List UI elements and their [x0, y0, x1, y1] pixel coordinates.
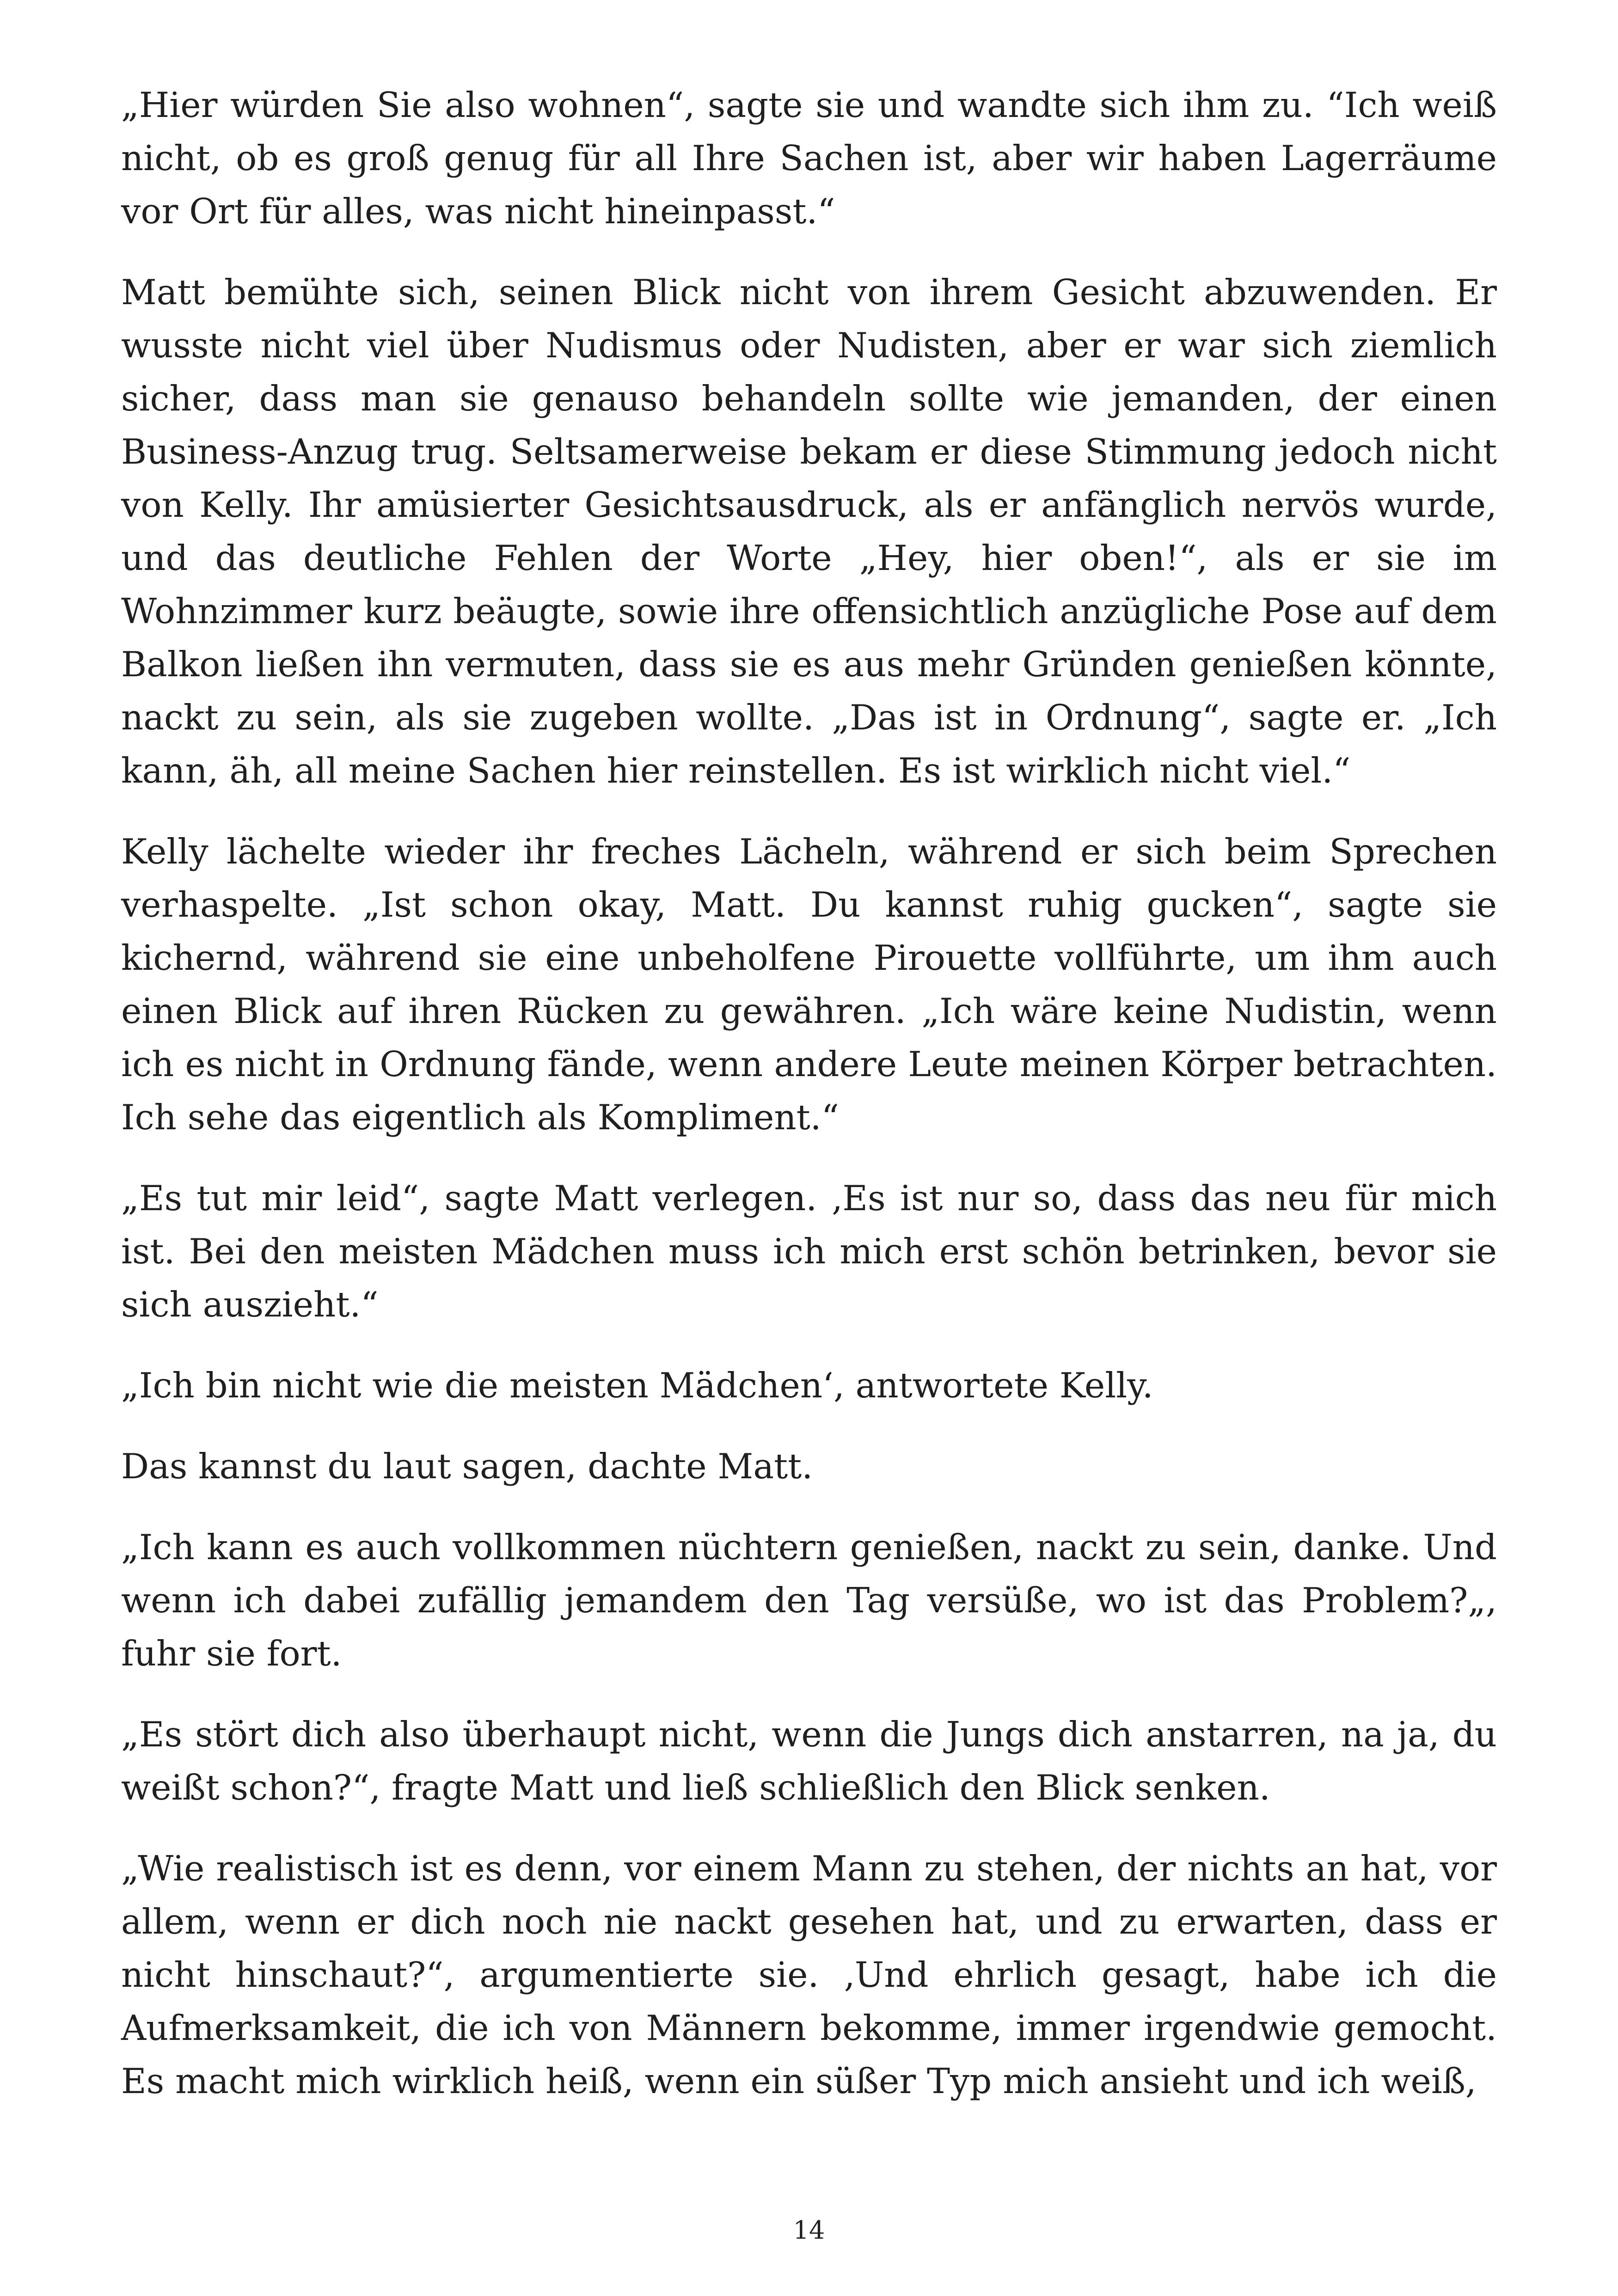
page-number: 14 — [793, 2216, 825, 2245]
body-text — [121, 79, 1497, 2136]
paragraph: Kelly lächelte wieder ihr freches Lächeln, während er sich beim Sprechen verhaspelte. „Ist schon okay, Matt. Du kannst ruhig gucken“, sagte sie kichernd, während sie eine unbeholfene Pirouette vollführte, um ihm auch einen Blick auf ihren Rücken zu gewähren. „Ich wäre keine Nudistin, wenn ich es nicht in Ordnung fände, wenn andere Leute meinen Körper betrachten. Ich sehe das eigentlich als Kompliment.“ — [121, 831, 1497, 1138]
paragraph: „Wie realistisch ist es denn, vor einem Mann zu stehen, der nichts an hat, vor allem, wenn er dich noch nie nackt gesehen hat, und zu erwarten, dass er nicht hinschaut?“, argumentierte sie. ‚Und ehrlich gesagt, habe ich die Aufmerksamkeit, die ich von Männern bekomme, immer irgendwie gemocht. Es macht mich wirklich heiß, wenn ein süßer Typ mich ansieht und ich weiß, — [121, 1848, 1497, 2101]
paragraph: Matt bemühte sich, seinen Blick nicht von ihrem Gesicht abzuwenden. Er wusste nicht viel über Nudismus oder Nudisten, aber er war sich ziemlich sicher, dass man sie genauso behandeln sollte wie jemanden, der einen Business-Anzug trug. Seltsamerweise bekam er diese Stimmung jedoch nicht von Kelly. Ihr amüsierter Gesichtsausdruck, als er anfänglich nervös wurde, und das deutliche Fehlen der Worte „Hey, hier oben!“, als er sie im Wohnzimmer kurz beäugte, sowie ihre offensichtlich anzügliche Pose auf dem Balkon ließen ihn vermuten, dass sie es aus mehr Gründen genießen könnte, nackt zu sein, als sie zugeben wollte. „Das ist in Ordnung“, sagte er. „Ich kann, äh, all meine Sachen hier reinstellen. Es ist wirklich nicht viel.“ — [121, 272, 1497, 791]
paragraph: „Ich bin nicht wie die meisten Mädchen‘, antwortete Kelly. — [121, 1365, 1153, 1406]
paragraph: „Es stört dich also überhaupt nicht, wenn die Jungs dich anstarren, na ja, du weißt schon?“, fragte Matt und ließ schließlich den Blick senken. — [121, 1714, 1497, 1808]
paragraph: „Es tut mir leid“, sagte Matt verlegen. ‚Es ist nur so, dass das neu für mich ist. Bei den meisten Mädchen muss ich mich erst schön betrinken, bevor sie sich auszieht.“ — [121, 1178, 1497, 1325]
paragraph: Das kannst du laut sagen, dachte Matt. — [121, 1446, 813, 1487]
paragraph: „Ich kann es auch vollkommen nüchtern genießen, nackt zu sein, danke. Und wenn ich dabei zufällig jemandem den Tag versüße, wo ist das Problem?„, fuhr sie fort. — [121, 1527, 1497, 1674]
paragraph: „Hier würden Sie also wohnen“, sagte sie und wandte sich ihm zu. “Ich weiß nicht, ob es groß genug für all Ihre Sachen ist, aber wir haben Lagerräume vor Ort für alles, was nicht hineinpasst.“ — [121, 85, 1497, 232]
